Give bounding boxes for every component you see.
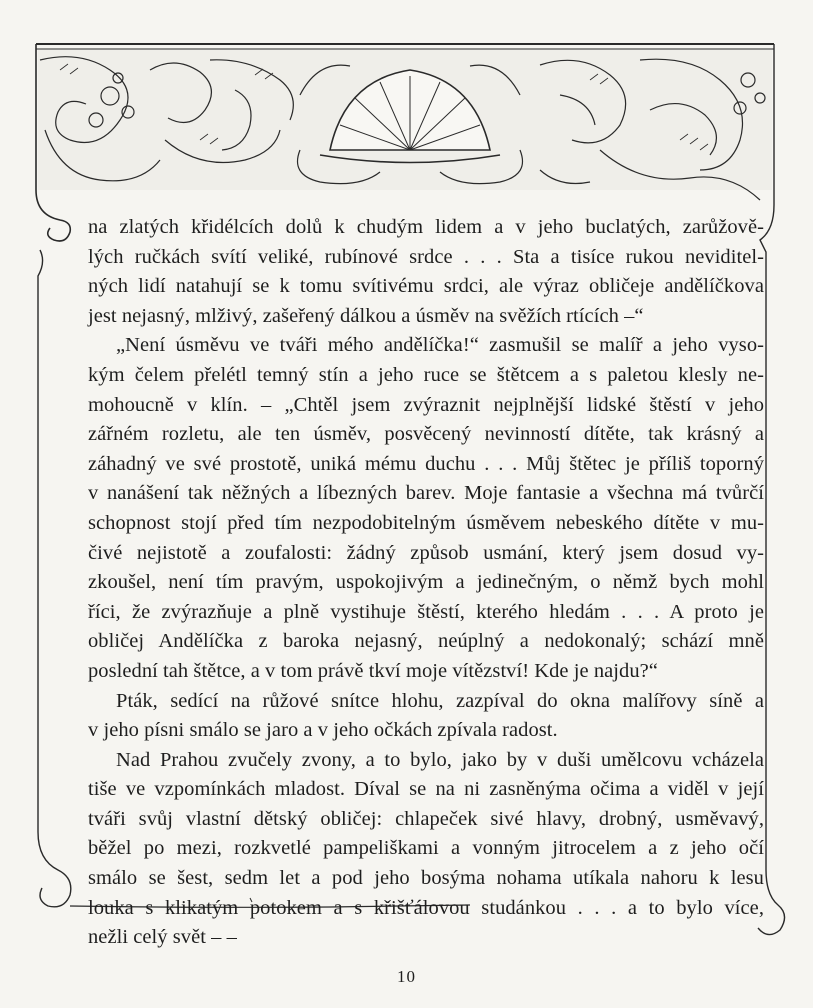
text-line: Nad Prahou zvučely zvony, a to bylo, jako by v duši umělcovu vcházela [116,748,764,771]
text-line: záhadný ve své prostotě, uniká mému duchu . . . Můj štětec je příliš toporný [88,452,764,475]
paragraph-2 [88,331,764,686]
text-line: tváři svůj vlastní dětský obličej: chlapeček sivé hlavy, drobný, usměvavý, [88,807,764,830]
text-line: zářném rozletu, ale ten úsměv, posvěcený nevinností dítěte, tak krásný a [88,423,764,446]
text-line: říci, že zvýrazňuje a plně vystihuje štěstí, kterého hledám . . . A proto je [88,600,764,623]
text-line: louka s klikatým potokem a s křišťálovou studánkou . . . a to bylo více, [88,896,764,919]
text-line: nežli celý svět – – [88,926,237,949]
page-number: 10 [397,967,416,986]
text-line: v jeho písni smálo se jaro a v jeho očkách zpívala radost. [88,719,558,742]
header-ornament-icon [38,50,772,200]
text-line: ných lidí natahují se k tomu svítivému srdci, ale výraz obličeje andělíčkova [88,275,764,298]
text-line: tiše ve vzpomínkách mladost. Díval se na ni zasněnýma očima a viděl v její [88,778,764,801]
body-text [88,213,764,953]
text-line: v nanášení tak něžných a líbezných barev. Moje fantasie a všechna má tvůrčí [88,482,764,505]
text-line: kým čelem přelétl temný stín a jeho ruce se štětcem a s paletou klesly ne- [88,363,764,386]
text-line: mohoucně v klín. – „Chtěl jsem zvýraznit nejplnější lidské štěstí v jeho [88,393,764,416]
paragraph-1 [88,213,764,331]
text-line: obličej Andělíčka z baroka nejasný, neúplný a nedokonalý; schází mně [88,630,764,653]
text-line: čivé nejistotě a zoufalosti: žádný způsob usmání, který jsem dosud vy- [88,541,764,564]
text-line: Pták, sedící na růžové snítce hlohu, zazpíval do okna malířovy síně a [116,689,764,712]
text-line: „Není úsměvu ve tváři mého andělíčka!“ zasmušil se malíř a jeho vyso- [116,334,764,357]
text-line: na zlatých křidélcích dolů k chudým lidem a v jeho buclatých, zarůžově- [88,216,764,238]
paragraph-3 [88,687,764,746]
text-line: schopnost stojí před tím nezpodobitelným úsměvem nebeského dítěte v mu- [88,511,764,534]
text-line: lých ručkách svítí veliké, rubínové srdce . . . Sta a tisíce rukou neviditel- [88,245,764,268]
text-line: zkoušel, není tím pravým, uspokojivým a jedinečným, o němž bych mohl [88,571,764,594]
text-line: poslední tah štětce, a v tom právě tkví moje vítězství! Kde je najdu?“ [88,659,658,682]
text-line: běžel po mezi, rozkvetlé pampeliškami a vonným jitrocelem a z jeho očí [88,837,764,860]
text-line: smálo se šest, sedm let a pod jeho bosýma nohama utíkala nahoru k lesu [88,867,764,890]
paragraph-4 [88,746,764,953]
text-line: jest nejasný, mlživý, zašeřený dálkou a úsměv na svěžích rtících –“ [88,304,644,327]
